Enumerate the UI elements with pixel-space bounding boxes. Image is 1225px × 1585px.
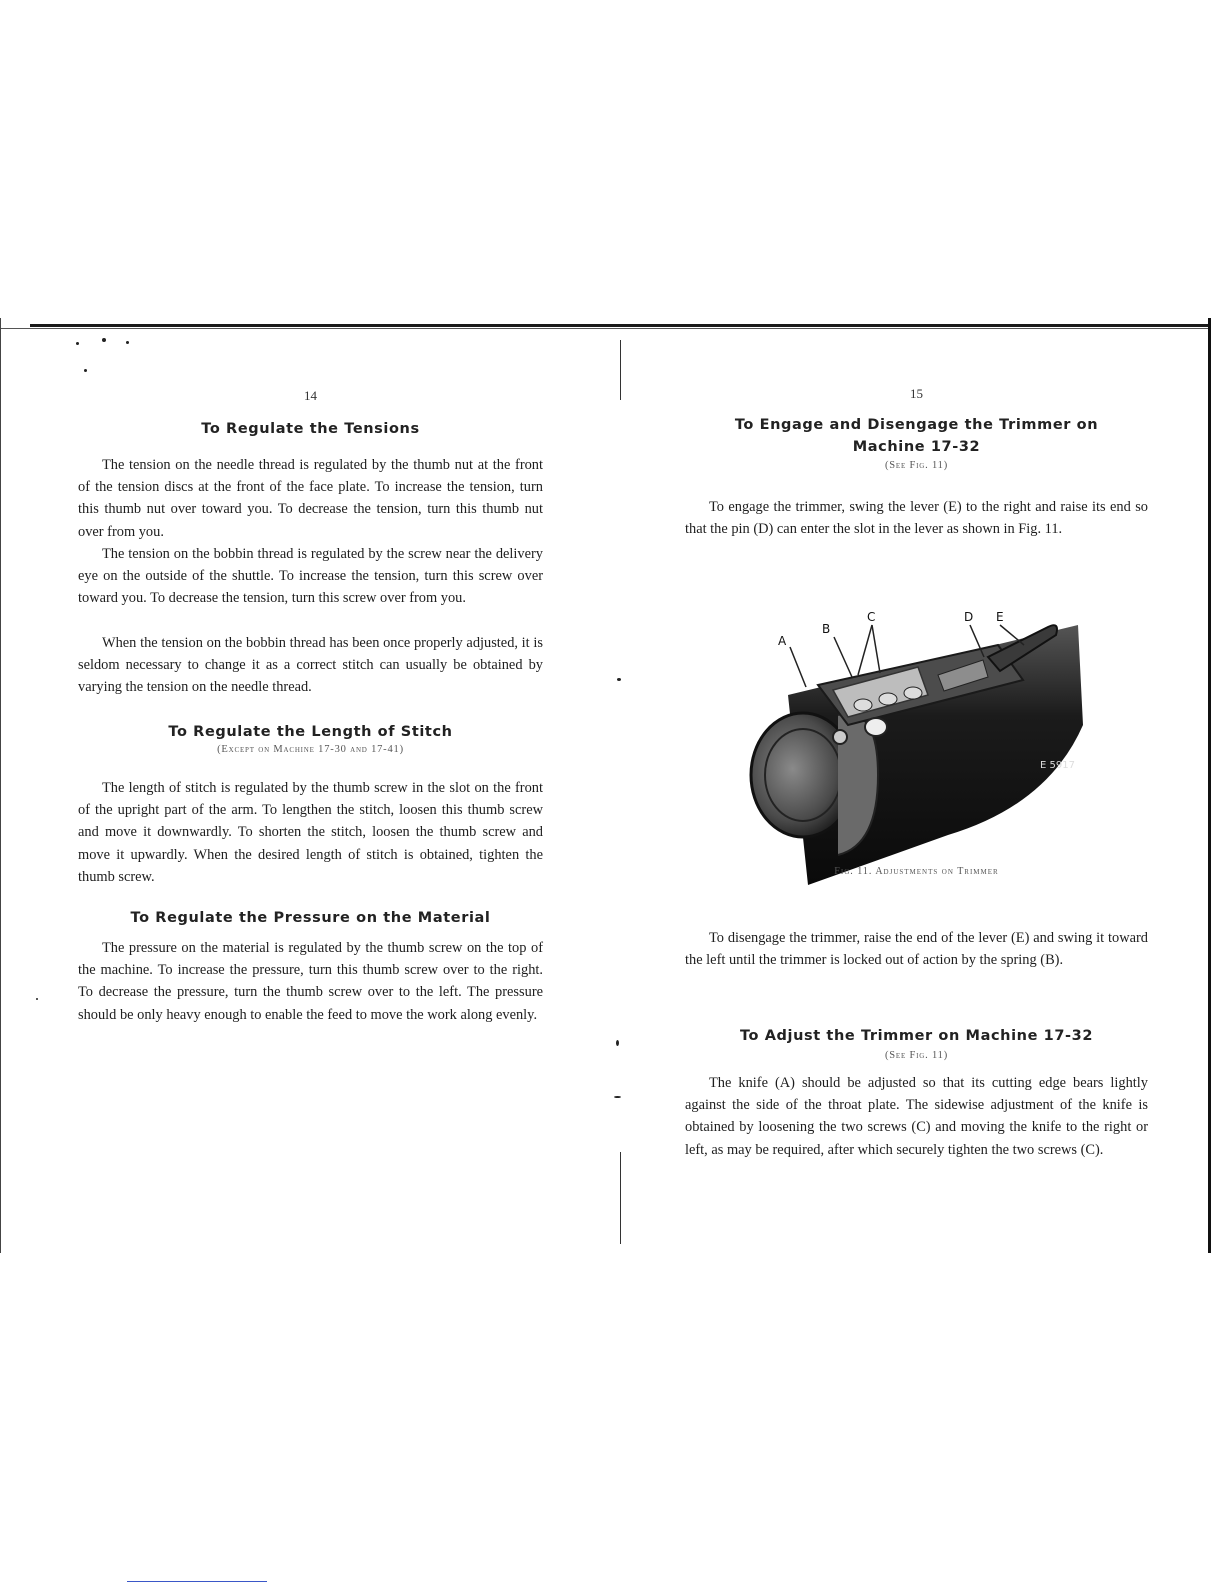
paragraph: The knife (A) should be adjusted so that its cutting edge bears lightly against the side of the throat plate. The sidewise adjustment of the knife is obtained by loosening the two screws (C) and moving the knife to the right or left, as may be required, after which securely tighten the two screws (C).: [685, 1075, 1148, 1158]
gutter-line-top: [620, 340, 621, 400]
section-subheading: (Except on Machine 17-30 and 17-41): [217, 744, 404, 755]
right-scan-edge: [1208, 318, 1211, 1253]
figure-label: A: [778, 634, 787, 648]
gutter-line-bottom: [620, 1152, 621, 1244]
footer-link-underline: [127, 1581, 267, 1582]
section-heading: To Regulate the Tensions: [201, 421, 420, 437]
page-top-rule: [30, 324, 1210, 327]
scan-speck: [614, 1096, 621, 1098]
figure-label: D: [964, 610, 974, 624]
scan-speck: [36, 998, 38, 1000]
paragraph: To disengage the trimmer, raise the end of the lever (E) and swing it toward the left until the trimmer is locked out of action by the spring (B).: [685, 930, 1148, 969]
scan-speck: [616, 1040, 619, 1046]
paragraph: The length of stitch is regulated by the thumb screw in the slot on the front of the upright part of the arm. To lengthen the stitch, loosen this thumb screw and move it downwardly. To shorten the stitch, loosen the thumb screw and move it upwardly. When the desired length of stitch is obtained, tighten the thumb screw.: [78, 780, 543, 885]
section-subheading: (See Fig. 11): [885, 460, 948, 471]
figure-label: B: [822, 622, 831, 636]
page-number: 14: [304, 388, 317, 403]
figure-caption: Fig. 11. Adjustments on Trimmer: [834, 866, 999, 877]
scan-speck: [76, 342, 79, 345]
scan-speck: [102, 338, 106, 342]
section-heading: To Adjust the Trimmer on Machine 17-32: [739, 1028, 1094, 1044]
scan-speck: [617, 678, 621, 681]
page-top-rule-thin: [0, 328, 1210, 329]
figure-label: C: [867, 610, 876, 624]
section-subheading: (See Fig. 11): [885, 1050, 948, 1061]
paragraph: The pressure on the material is regulated by the thumb screw on the top of the machine. To increase the pressure, turn this thumb screw over to the right. To decrease the pressure, turn the thumb screw over to the left. The pressure should be only heavy enough to enable the feed to move the work along evenly.: [78, 940, 543, 1023]
paragraph: When the tension on the bobbin thread has been once properly adjusted, it is seldom necessary to change it as a correct stitch can usually be obtained by varying the tension on the needle thread.: [78, 635, 543, 696]
figure-label: E: [996, 610, 1004, 624]
scan-speck: [84, 369, 87, 372]
paragraph: The tension on the needle thread is regulated by the thumb nut at the front of the tension discs at the front of the face plate. To increase the tension, turn this thumb nut over toward you. To decrease the tension, turn this thumb nut over from you.: [78, 457, 543, 540]
left-scan-edge: [0, 318, 1, 1253]
section-heading: To Regulate the Length of Stitch: [168, 724, 453, 740]
trimmer-illustration: [748, 605, 1090, 905]
plate-number: E 5917: [1040, 760, 1075, 771]
scan-speck: [126, 341, 129, 344]
paragraph: To engage the trimmer, swing the lever (E) to the right and raise its end so that the pin (D) can enter the slot in the lever as shown in Fig. 11.: [685, 499, 1148, 538]
trimmer-figure: [748, 605, 1090, 905]
page-number: 15: [910, 386, 923, 401]
section-heading: To Regulate the Pressure on the Material: [130, 910, 491, 926]
paragraph: The tension on the bobbin thread is regulated by the screw near the delivery eye on the outside of the shuttle. To increase the tension, turn this screw over toward you. To decrease the tension, turn this screw over from you.: [78, 546, 543, 607]
section-heading: To Engage and Disengage the Trimmer on Machine 17-32: [734, 417, 1099, 455]
